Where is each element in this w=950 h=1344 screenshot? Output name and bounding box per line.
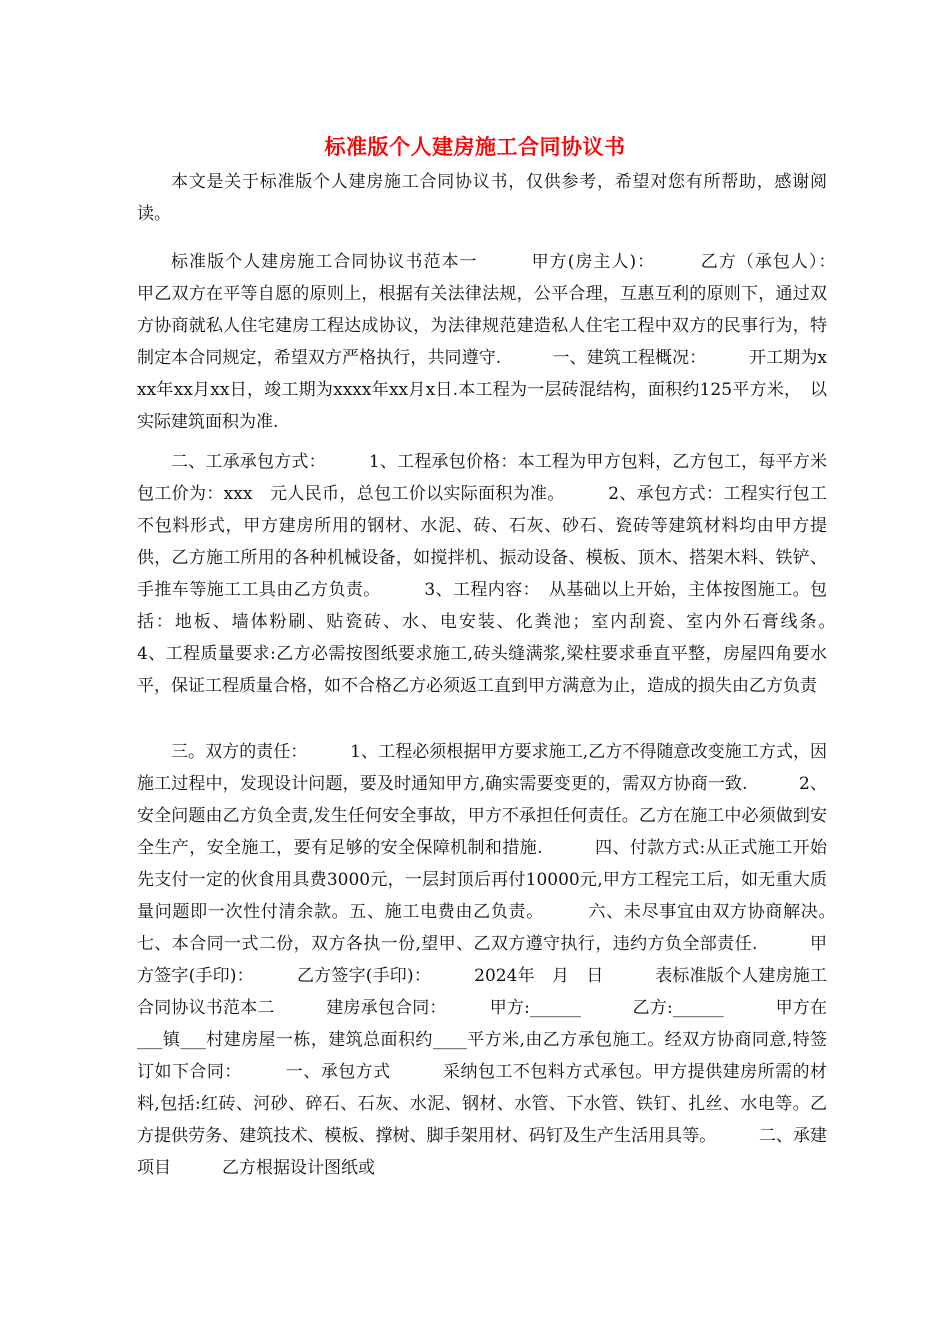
body-paragraph: 标准版个人建房施工合同协议书范本一 甲方(房主人)： 乙方（承包人）： 甲乙双方在平等自愿的原则上，根据有关法律法规，公平合理，互惠互利的原则下，通过双方协商就私人住宅建房工程达成协议，为法律规范建造私人住宅工程中双方的民事行为，特制定本合同规定，希望双方严格执行，共同遵守. 一、建筑工程概况： 开工期为xxx年xx月xx日，竣工期为xxxx年xx月x日.本工程为一层砖混结构，面积约125平方米， 以实际建筑面积为准. <box>137 252 878 432</box>
body-paragraph: 二、工承承包方式： 1、工程承包价格：本工程为甲方包料，乙方包工，每平方米包工价为：xxx 元人民币，总包工价以实际面积为准。 2、承包方式：工程实行包工不包料形式，甲方建房所用的钢材、水泥、砖、石灰、砂石、瓷砖等建筑材料均由甲方提供，乙方施工所用的各种机械设备，如搅拌机、振动设备、模板、顶木、搭架木料、铁铲、手推车等施工工具由乙方负责。 3、工程内容： 从基础以上开始，主体按图施工。包括：地板、墙体粉刷、贴瓷砖、水、电安装、化粪池；室内刮瓷、室内外石膏线条。 4、工程质量要求:乙方必需按图纸要求施工,砖头缝满浆,梁柱要求垂直平整，房屋四角要水平，保证工程质量合格，如不合格乙方必须返工直到甲方满意为止，造成的损失由乙方负责 <box>137 452 878 696</box>
body-paragraph: 三。双方的责任： 1、工程必须根据甲方要求施工,乙方不得随意改变施工方式，因施工过程中，发现设计问题，要及时通知甲方,确实需要变更的，需双方协商一致. 2、安全问题由乙方负全责,发生任何安全事故，甲方不承担任何责任。乙方在施工中必须做到安全生产，安全施工，要有足够的安全保障机制和措施. 四、付款方式:从正式施工开始先支付一定的伙食用具费3000元，一层封顶后再付10000元,甲方工程完工后，如无重大质量问题即一次性付清余款。五、施工电费由乙负责。 六、未尽事宜由双方协商解决。 七、本合同一式二份，双方各执一份,望甲、乙双方遵守执行，违约方负全部责任. 甲方签字(手印)： 乙方签字(手印)： 2024年 月 日 表标准版个人建房施工合同协议书范本二 建房承包合同： 甲方:______ 乙方:______ 甲方在___镇___村建房屋一栋，建筑总面积约____平方米,由乙方承包施工。经双方协商同意,特签订如下合同： 一、承包方式 采纳包工不包料方式承包。甲方提供建房所需的材料,包括:红砖、河砂、碎石、石灰、水泥、钢材、水管、下水管、铁钉、扎丝、水电等。乙方提供劳务、建筑技术、模板、撑树、脚手架用材、码钉及生产生活用具等。 二、承建项目 乙方根据设计图纸或 <box>137 742 878 1178</box>
intro-paragraph: 本文是关于标准版个人建房施工合同协议书，仅供参考，希望对您有所帮助，感谢阅读。 <box>137 172 827 224</box>
document-title: 标准版个人建房施工合同协议书 <box>324 134 626 160</box>
